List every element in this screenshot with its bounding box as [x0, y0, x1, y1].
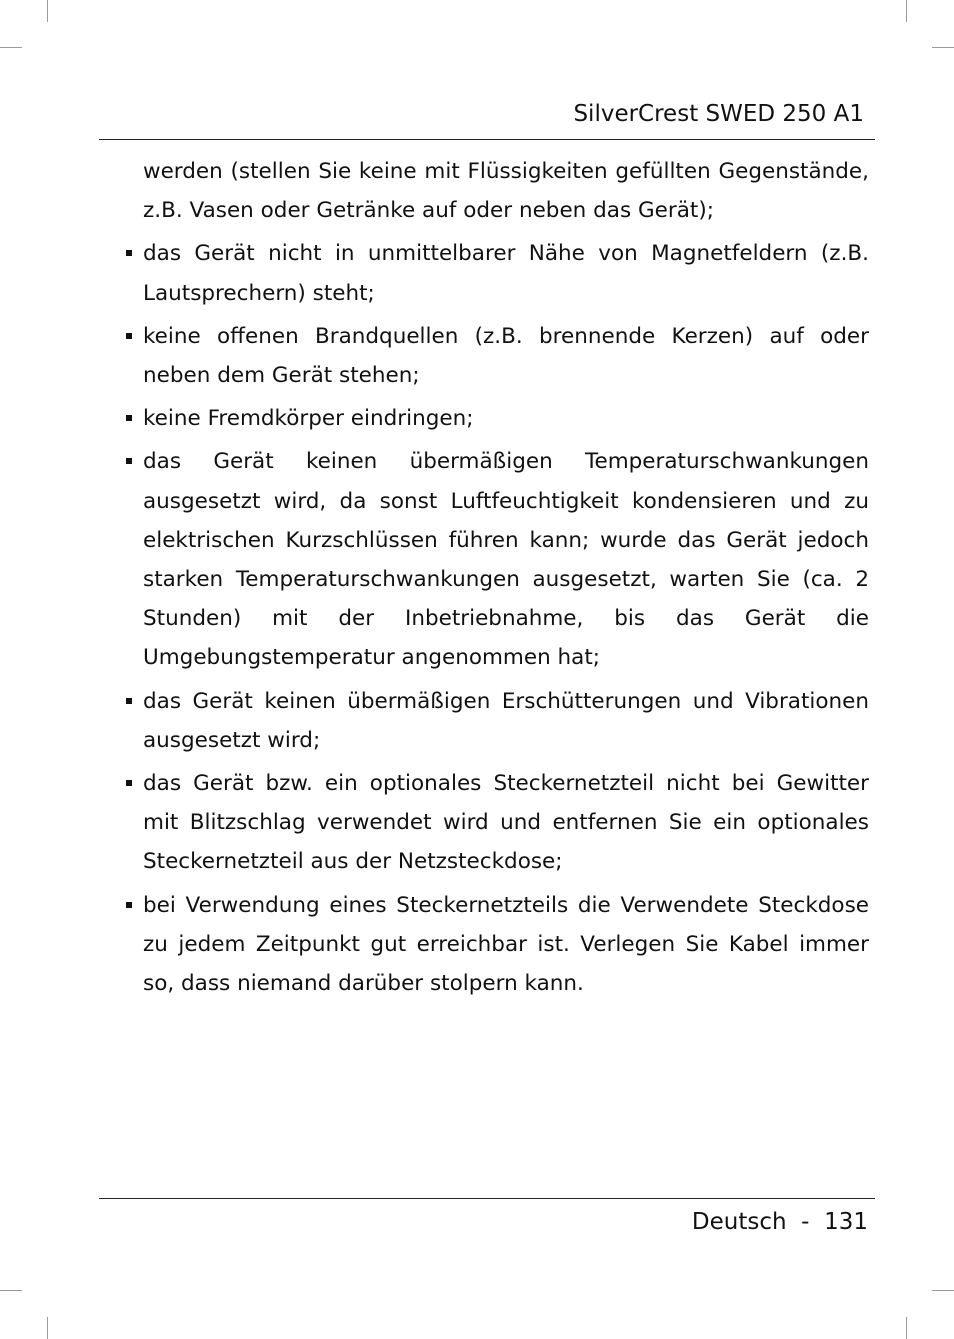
- crop-mark-bottom-left: [47, 1317, 48, 1339]
- page-header-title: SilverCrest SWED 250 A1: [573, 101, 864, 127]
- crop-mark-left-top: [0, 47, 22, 48]
- page-footer-label: Deutsch - 131: [691, 1209, 868, 1235]
- crop-mark-top-right: [906, 0, 907, 22]
- bullet-item: keine Fremdkörper eindringen;: [143, 399, 869, 438]
- crop-mark-right-top: [932, 47, 954, 48]
- bullet-item: das Gerät nicht in unmittelbarer Nähe von Magnetfeldern (z.B. Lautsprechern) steht;: [143, 234, 869, 312]
- header-rule: [99, 139, 875, 140]
- bullet-item: das Gerät bzw. ein optionales Steckernetzteil nicht bei Gewitter mit Blitzschlag verwendet wird und entfernen Sie ein optionales Steckernetzteil aus der Netzsteckdose;: [143, 764, 869, 882]
- page-body: [143, 152, 869, 1007]
- continuation-paragraph: werden (stellen Sie keine mit Flüssigkeiten gefüllten Gegenstände, z.B. Vasen oder Getränke auf oder neben das Gerät);: [143, 159, 869, 224]
- bullet-item: bei Verwendung eines Steckernetzteils die Verwendete Steckdose zu jedem Zeitpunkt gut erreichbar ist. Verlegen Sie Kabel immer so, dass niemand darüber stolpern kann.: [143, 886, 869, 1004]
- bullet-item: das Gerät keinen übermäßigen Temperaturschwankungen ausgesetzt wird, da sonst Luftfeuchtigkeit kondensieren und zu elektrischen Kurzschlüssen führen kann; wurde das Gerät jedoch starken Temperaturschwankungen ausgesetzt, warten Sie (ca. 2 Stunden) mit der Inbetriebnahme, bis das Gerät die Umgebungstemperatur angenommen hat;: [143, 442, 869, 677]
- footer-rule: [99, 1198, 875, 1199]
- bullet-item: keine offenen Brandquellen (z.B. brennende Kerzen) auf oder neben dem Gerät stehen;: [143, 317, 869, 395]
- crop-mark-top-left: [47, 0, 48, 22]
- bullet-item: das Gerät keinen übermäßigen Erschütterungen und Vibrationen ausgesetzt wird;: [143, 682, 869, 760]
- crop-mark-left-bottom: [0, 1290, 22, 1291]
- crop-mark-right-bottom: [932, 1290, 954, 1291]
- crop-mark-bottom-right: [906, 1317, 907, 1339]
